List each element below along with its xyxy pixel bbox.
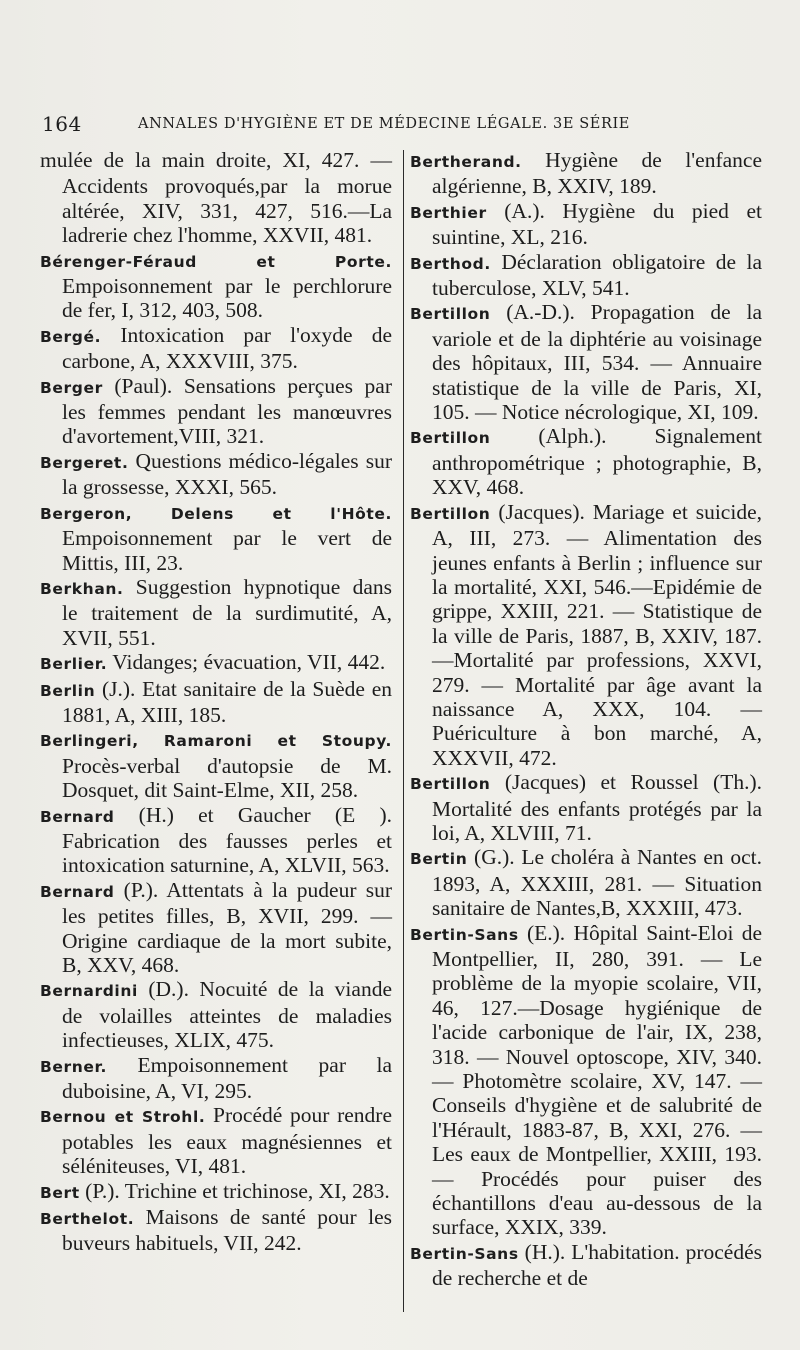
entry-text: (Alph.). Signalement anthropométrique ; photographie, B, XXV, 468. (432, 424, 762, 500)
index-entry (410, 148, 762, 199)
index-entry (40, 323, 392, 374)
index-entry (410, 300, 762, 424)
index-entry (40, 727, 392, 802)
entry-name: Berthier (410, 203, 487, 222)
index-entry (410, 500, 762, 770)
entry-name: Bernard (40, 807, 115, 826)
entry-name: Bernou et Strohl. (40, 1108, 206, 1127)
entry-name: Bertin-Sans (410, 1244, 519, 1263)
entry-text: Procédé pour rendre potables les eaux magnésiennes et séléniteuses, VI, 481. (62, 1103, 392, 1179)
index-entry (40, 248, 392, 323)
entry-text: Empoisonnement par le vert de Mittis, III, 23. (62, 526, 392, 575)
entry-text: (Paul). Sensations perçues par les femmes pendant les manœuvres d'avortement,VIII, 321. (62, 373, 393, 449)
entry-name: Bérenger-Féraud et Porte. (40, 252, 392, 271)
index-entry (40, 1103, 392, 1178)
entry-name: Bertillon (410, 504, 491, 523)
index-entry (40, 677, 392, 728)
entry-text: Suggestion hypnotique dans le traitement de la surdimutité, A, XVII, 551. (62, 574, 392, 650)
entry-text: Questions médico-légales sur la grossesse, XXXI, 565. (62, 448, 392, 500)
entry-text: (H.) et Gaucher (E ). Fabrication des fausses perles et intoxication saturnine, A, XLVII, 563. (62, 802, 392, 878)
column-divider (403, 150, 404, 1312)
entry-name: Bert (40, 1183, 80, 1202)
running-title: ANNALES D'HYGIÈNE ET DE MÉDECINE LÉGALE. 3E SÉRIE (138, 116, 630, 132)
index-entry (40, 1053, 392, 1104)
entry-text: (P.). Trichine et trichinose, XI, 283. (85, 1178, 390, 1203)
entry-text: (A.). Hygiène du pied et suintine, XL, 216. (432, 198, 763, 250)
entry-text: Intoxication par l'oxyde de carbone, A, XXXVIII, 375. (62, 322, 393, 374)
index-entry (410, 424, 762, 499)
index-entry (410, 921, 762, 1240)
right-column (410, 148, 762, 1291)
entry-text: (A.-D.). Propagation de la variole et de la diphtérie au voisinage des hôpitaux, III, 534. — Annuaire statistique de la ville de Paris, XI, 105. — Notice nécrologique, XI, 109. (432, 300, 762, 425)
entry-name: Berlin (40, 681, 96, 700)
entry-text: Hygiène de l'enfance algérienne, B, XXIV, 189. (432, 148, 762, 199)
index-entry (40, 1179, 392, 1205)
entry-name: Bertillon (410, 775, 491, 794)
entry-name: Bergeret. (40, 453, 129, 472)
entry-text: (Jacques) et Roussel (Th.). Mortalité des enfants protégés par la loi, A, XLVIII, 71. (432, 770, 762, 845)
entry-name: Bertillon (410, 429, 491, 448)
entry-name: Bernardini (40, 982, 138, 1001)
index-entry (410, 845, 762, 920)
entry-name: Bernard (40, 882, 115, 901)
index-entry (40, 977, 392, 1052)
entry-text: (Jacques). Mariage et suicide, A, III, 273. — Alimentation des jeunes enfants à Berlin ; influence sur la mortalité, XXI, 546.—Epidémie de grippe, XXIII, 221. — Statistique de la ville de Paris, 1887, B, XXIV, 187.—Mortalité par professions, XXVI, 279. — Mortalité par âge avant la naissance A, XXX, 104. — Puériculture à bon marché, A, XXXVII, 472. (432, 499, 762, 770)
entry-name: Berlier. (40, 655, 108, 674)
entry-name: Bergeron, Delens et l'Hôte. (40, 504, 392, 523)
index-entry (40, 148, 392, 248)
index-entry (40, 878, 392, 978)
entry-name: Bertin-Sans (410, 925, 519, 944)
entry-text: Maisons de santé pour les buveurs habituels, VII, 242. (62, 1205, 392, 1256)
index-entry (40, 500, 392, 575)
index-entry (410, 1240, 762, 1291)
index-entry (40, 650, 392, 676)
entry-name: Berger (40, 378, 103, 397)
entry-text: Vidanges; évacuation, VII, 442. (112, 650, 386, 675)
entry-text: mulée de la main droite, XI, 427. — Accidents provoqués,par la morue altérée, XIV, 331, 427, 516.—La ladrerie chez l'homme, XXVII, 481. (40, 148, 392, 248)
index-entry (410, 250, 762, 301)
entry-text: Procès-verbal d'autopsie de M. Dosquet, dit Saint-Elme, XII, 258. (62, 753, 392, 803)
entry-text: (J.). Etat sanitaire de la Suède en 1881, A, XIII, 185. (62, 676, 392, 727)
entry-text: (H.). L'habitation. procédés de recherche et de (432, 1239, 762, 1291)
index-entry (40, 1205, 392, 1256)
page-number: 164 (42, 112, 82, 136)
entry-text: (G.). Le choléra à Nantes en oct. 1893, A, XXXIII, 281. — Situation sanitaire de Nantes,B, XXXIII, 473. (432, 845, 763, 921)
entry-text: Empoisonnement par le perchlorure de fer, I, 312, 403, 508. (62, 274, 392, 323)
entry-name: Bertin (410, 850, 468, 869)
entry-text: Déclaration obligatoire de la tuberculose, XLV, 541. (432, 249, 762, 301)
index-entry (40, 803, 392, 878)
entry-name: Berkhan. (40, 579, 124, 598)
entry-name: Berthod. (410, 254, 491, 273)
entry-text: Empoisonnement par la duboisine, A, VI, 295. (62, 1052, 392, 1104)
index-entry (40, 449, 392, 500)
index-entry (40, 575, 392, 650)
entry-name: Berlingeri, Ramaroni et Stoupy. (40, 732, 392, 751)
entry-text: (P.). Attentats à la pudeur sur les petites filles, B, XVII, 299. — Origine cardiaque de la mort subite, B, XXV, 468. (62, 877, 392, 977)
entry-name: Berthelot. (40, 1210, 135, 1229)
entry-name: Bertherand. (410, 153, 522, 171)
index-entry (410, 199, 762, 250)
entry-name: Bergé. (40, 327, 102, 346)
index-entry (40, 374, 392, 449)
entry-name: Bertillon (410, 305, 491, 324)
entry-name: Berner. (40, 1057, 108, 1076)
entry-text: (D.). Nocuité de la viande de volailles atteintes de maladies infectieuses, XLIX, 475. (62, 977, 392, 1053)
index-entry (410, 770, 762, 845)
entry-text: (E.). Hôpital Saint-Eloi de Montpellier, II, 280, 391. — Le problème de la myopie scolaire, VII, 46, 127.—Dosage hygiénique de l'acide carbonique de l'air, IX, 238, 318. — Nouvel optoscope, XIV, 340.— Photomètre scolaire, XV, 147. — Conseils d'hygiène et de salubrité de l'Hérault, 1883-87, B, XXI, 276. — Les eaux de Montpellier, XXIII, 193. — Procédés pour puiser des échantillons d'eau au-dessous de la surface, XXIX, 339. (432, 920, 763, 1240)
left-column (40, 148, 392, 1256)
